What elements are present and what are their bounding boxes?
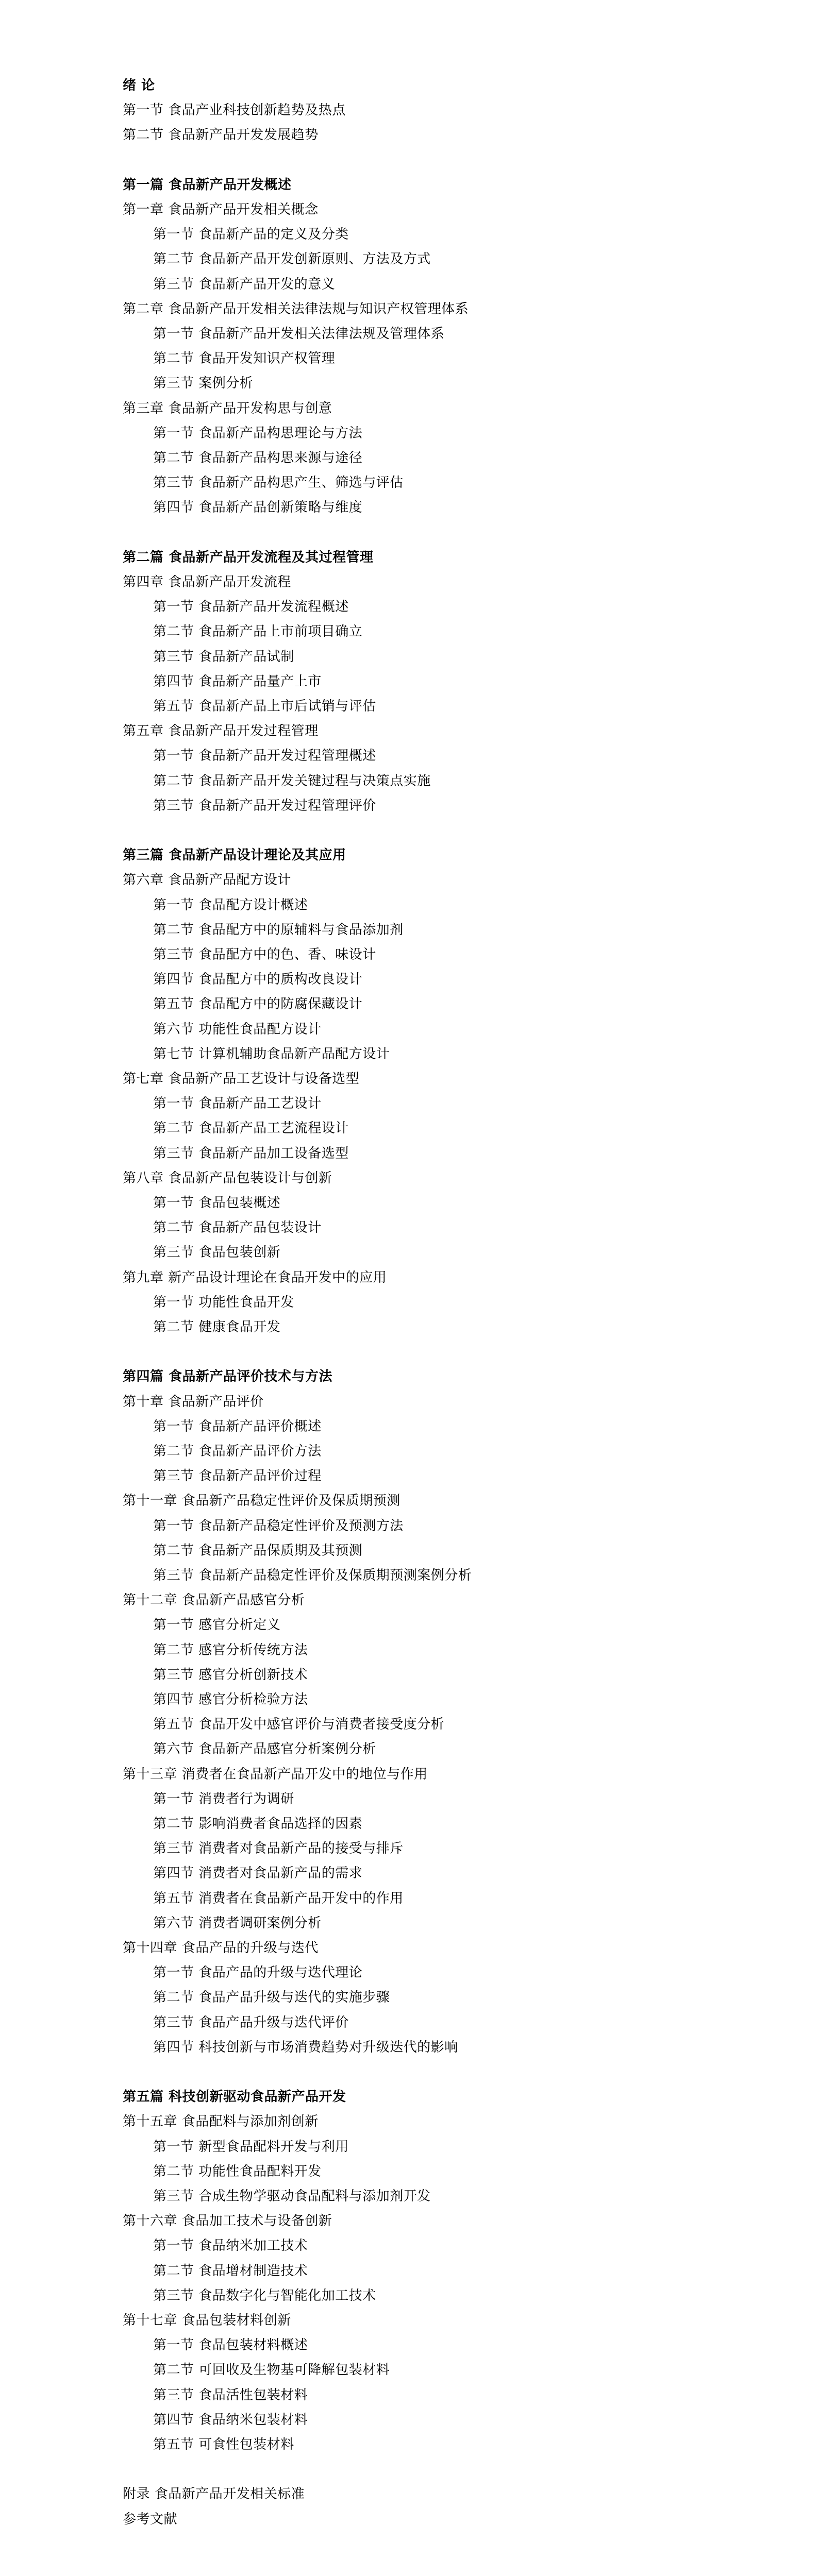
section-item: 第三节 案例分析 xyxy=(153,376,254,392)
section-item: 第四节 食品新产品创新策略与维度 xyxy=(153,500,363,516)
section-item: 第一节 食品新产品构思理论与方法 xyxy=(153,425,363,441)
chapter-title: 第三章 食品新产品开发构思与创意 xyxy=(123,400,332,416)
section-item: 第六节 功能性食品配方设计 xyxy=(153,1021,322,1037)
section-item: 第六节 消费者调研案例分析 xyxy=(153,1915,322,1931)
section-item: 第二节 健康食品开发 xyxy=(153,1319,281,1335)
chapter-title: 第八章 食品新产品包装设计与创新 xyxy=(123,1170,332,1186)
chapter-title: 第十四章 食品产品的升级与迭代 xyxy=(123,1940,319,1956)
section-item: 第二节 食品新产品上市前项目确立 xyxy=(153,624,363,640)
section-item: 第一节 食品包装概述 xyxy=(153,1195,281,1211)
chapter-title: 第四章 食品新产品开发流程 xyxy=(123,574,291,590)
part-title: 第三篇 食品新产品设计理论及其应用 xyxy=(123,848,346,863)
section-item: 第三节 食品新产品试制 xyxy=(153,649,294,665)
section-item: 第三节 消费者对食品新产品的接受与排斥 xyxy=(153,1841,404,1857)
section-item: 第二节 食品新产品开发创新原则、方法及方式 xyxy=(153,251,431,267)
chapter-title: 第一章 食品新产品开发相关概念 xyxy=(123,202,319,217)
part-title: 第二篇 食品新产品开发流程及其过程管理 xyxy=(123,549,374,565)
section-item: 第三节 感官分析创新技术 xyxy=(153,1667,308,1683)
chapter-title: 第九章 新产品设计理论在食品开发中的应用 xyxy=(123,1269,387,1285)
section-item: 第一节 食品新产品工艺设计 xyxy=(153,1096,322,1112)
section-item: 第五节 食品配方中的防腐保藏设计 xyxy=(153,996,363,1012)
section-item: 第二节 可回收及生物基可降解包装材料 xyxy=(153,2362,390,2378)
chapter-title: 第十一章 食品新产品稳定性评价及保质期预测 xyxy=(123,1493,400,1509)
section-item: 第四节 感官分析检验方法 xyxy=(153,1692,308,1707)
section-item: 第五节 可食性包装材料 xyxy=(153,2437,294,2452)
chapter-title: 第十章 食品新产品评价 xyxy=(123,1394,264,1410)
chapter-title: 第十五章 食品配料与添加剂创新 xyxy=(123,2114,319,2130)
section-item: 第二节 食品配方中的原辅料与食品添加剂 xyxy=(153,922,404,938)
section-item: 第一节 食品新产品稳定性评价及预测方法 xyxy=(153,1518,404,1534)
chapter-title: 第二章 食品新产品开发相关法律法规与知识产权管理体系 xyxy=(123,301,469,317)
section-item: 第二节 食品增材制造技术 xyxy=(153,2263,308,2279)
section-item: 第二节 功能性食品配料开发 xyxy=(153,2163,322,2179)
section-item: 第一节 感官分析定义 xyxy=(153,1617,281,1633)
section-item: 第二节 食品新产品工艺流程设计 xyxy=(153,1121,349,1137)
part-title: 第四篇 食品新产品评价技术与方法 xyxy=(123,1369,333,1385)
intro-section-item: 第一节 食品产业科技创新趋势及热点 xyxy=(123,103,346,118)
intro-title: 绪 论 xyxy=(123,78,155,93)
section-item: 第一节 食品新产品开发相关法律法规及管理体系 xyxy=(153,326,445,342)
chapter-title: 第十三章 消费者在食品新产品开发中的地位与作用 xyxy=(123,1766,428,1782)
section-item: 第三节 食品新产品开发过程管理评价 xyxy=(153,798,376,814)
section-item: 第二节 食品新产品评价方法 xyxy=(153,1444,322,1459)
section-item: 第三节 食品新产品评价过程 xyxy=(153,1468,322,1484)
section-item: 第三节 食品配方中的色、香、味设计 xyxy=(153,947,376,962)
section-item: 第一节 食品纳米加工技术 xyxy=(153,2238,308,2254)
section-item: 第二节 食品新产品保质期及其预测 xyxy=(153,1543,363,1558)
section-item: 第五节 食品新产品上市后试销与评估 xyxy=(153,699,376,714)
section-item: 第四节 消费者对食品新产品的需求 xyxy=(153,1866,363,1882)
section-item: 第一节 功能性食品开发 xyxy=(153,1294,294,1310)
part-title: 第五篇 科技创新驱动食品新产品开发 xyxy=(123,2089,346,2105)
section-item: 第二节 食品新产品开发关键过程与决策点实施 xyxy=(153,773,431,789)
section-item: 第一节 食品产品的升级与迭代理论 xyxy=(153,1965,363,1981)
section-item: 第二节 食品产品升级与迭代的实施步骤 xyxy=(153,1990,390,2006)
section-item: 第三节 食品数字化与智能化加工技术 xyxy=(153,2287,376,2303)
section-item: 第二节 食品新产品包装设计 xyxy=(153,1220,322,1236)
section-item: 第二节 食品新产品构思来源与途径 xyxy=(153,450,363,466)
appendix-item: 附录 食品新产品开发相关标准 xyxy=(123,2486,305,2502)
chapter-title: 第十六章 食品加工技术与设备创新 xyxy=(123,2213,332,2229)
section-item: 第四节 食品新产品量产上市 xyxy=(153,673,322,689)
section-item: 第二节 食品开发知识产权管理 xyxy=(153,351,336,367)
section-item: 第三节 食品新产品构思产生、筛选与评估 xyxy=(153,475,404,491)
section-item: 第一节 食品包装材料概述 xyxy=(153,2337,308,2353)
section-item: 第三节 食品产品升级与迭代评价 xyxy=(153,2014,349,2030)
section-item: 第六节 食品新产品感官分析案例分析 xyxy=(153,1741,376,1757)
section-item: 第四节 食品配方中的质构改良设计 xyxy=(153,972,363,988)
chapter-title: 第十二章 食品新产品感官分析 xyxy=(123,1592,305,1608)
chapter-title: 第十七章 食品包装材料创新 xyxy=(123,2313,291,2328)
chapter-title: 第六章 食品新产品配方设计 xyxy=(123,872,291,888)
section-item: 第五节 食品开发中感官评价与消费者接受度分析 xyxy=(153,1717,445,1733)
section-item: 第二节 影响消费者食品选择的因素 xyxy=(153,1816,363,1832)
section-item: 第三节 食品新产品稳定性评价及保质期预测案例分析 xyxy=(153,1568,472,1583)
chapter-title: 第五章 食品新产品开发过程管理 xyxy=(123,723,319,739)
chapter-title: 第七章 食品新产品工艺设计与设备选型 xyxy=(123,1071,360,1087)
section-item: 第三节 食品新产品开发的意义 xyxy=(153,276,336,292)
section-item: 第四节 科技创新与市场消费趋势对升级迭代的影响 xyxy=(153,2039,458,2055)
section-item: 第二节 感官分析传统方法 xyxy=(153,1642,308,1658)
intro-section-item: 第二节 食品新产品开发发展趋势 xyxy=(123,127,319,143)
section-item: 第一节 食品新产品评价概述 xyxy=(153,1418,322,1434)
section-item: 第一节 食品新产品开发过程管理概述 xyxy=(153,748,376,764)
section-item: 第三节 食品包装创新 xyxy=(153,1245,281,1261)
section-item: 第三节 食品新产品加工设备选型 xyxy=(153,1145,349,1161)
section-item: 第五节 消费者在食品新产品开发中的作用 xyxy=(153,1890,404,1906)
section-item: 第一节 新型食品配料开发与利用 xyxy=(153,2139,349,2155)
section-item: 第三节 食品活性包装材料 xyxy=(153,2387,308,2403)
section-item: 第七节 计算机辅助食品新产品配方设计 xyxy=(153,1046,390,1062)
appendix-item: 参考文献 xyxy=(123,2511,178,2527)
section-item: 第三节 合成生物学驱动食品配料与添加剂开发 xyxy=(153,2189,431,2204)
section-item: 第一节 食品配方设计概述 xyxy=(153,897,308,913)
part-title: 第一篇 食品新产品开发概述 xyxy=(123,177,292,193)
section-item: 第四节 食品纳米包装材料 xyxy=(153,2412,308,2428)
section-item: 第一节 食品新产品的定义及分类 xyxy=(153,227,349,243)
section-item: 第一节 食品新产品开发流程概述 xyxy=(153,599,349,615)
section-item: 第一节 消费者行为调研 xyxy=(153,1791,294,1807)
